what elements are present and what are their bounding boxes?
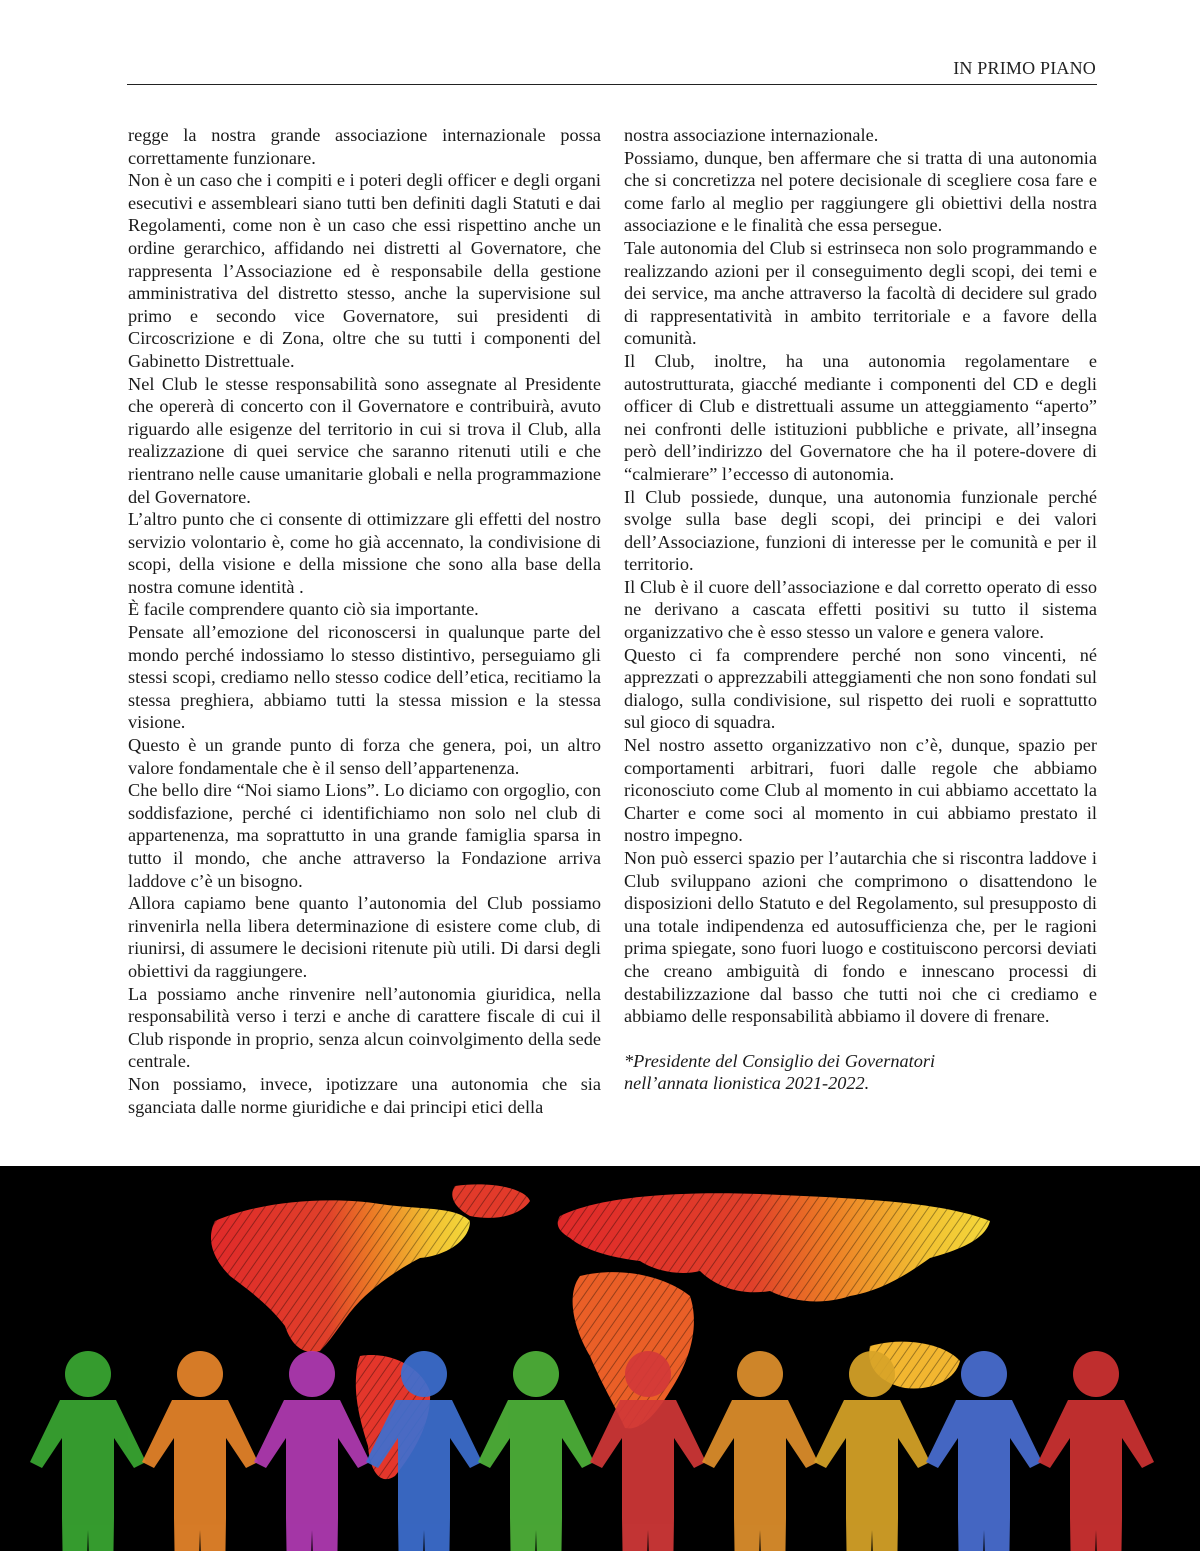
- person-head: [625, 1351, 671, 1397]
- person-figure: [1038, 1351, 1154, 1551]
- paragraph: L’altro punto che ci consente di ottimizzare gli effetti del nostro servizio volontario è, come ho già accennato, la condivisione di scopi, della visione e della missione che sono alla base della nostra comune identità .: [128, 509, 601, 597]
- right-column: [624, 124, 1097, 1095]
- paragraph: Tale autonomia del Club si estrinseca non solo programmando e realizzando azioni per il conseguimento degli scopi, dei temi e dei service, ma anche attraverso la facoltà di decidere sul grado di rappresentatività in ambito territoriale e a favore della comunità.: [624, 237, 1097, 349]
- section-label: IN PRIMO PIANO: [953, 58, 1096, 78]
- author-footnote: [624, 1050, 1097, 1095]
- world-people-illustration: [0, 1166, 1200, 1551]
- person-figure: [30, 1351, 146, 1551]
- paragraph: Questo è un grande punto di forza che genera, poi, un altro valore fondamentale che è il senso dell’appartenenza.: [128, 735, 601, 778]
- paragraph: È facile comprendere quanto ciò sia importante.: [128, 599, 479, 620]
- person-head: [961, 1351, 1007, 1397]
- person-head: [1073, 1351, 1119, 1397]
- header-rule: [127, 84, 1097, 85]
- person-head: [849, 1351, 895, 1397]
- paragraph: Pensate all’emozione del riconoscersi in qualunque parte del mondo perché indossiamo lo stesso distintivo, perseguiamo gli stessi scopi, crediamo nello stesso codice dell’etica, recitiamo la stessa preghiera, abbiamo tutti la stessa mission e la stessa visione.: [128, 622, 601, 733]
- person-head: [177, 1351, 223, 1397]
- paragraph: Il Club possiede, dunque, una autonomia funzionale perché svolge sulla base degli scopi, dei principi e dei valori dell’Associazione, funzioni di interesse per le comunità e per il territorio.: [624, 486, 1097, 575]
- person-body: [30, 1400, 146, 1551]
- paragraph: Non può esserci spazio per l’autarchia che si riscontra laddove i Club sviluppano azioni che comprimono o disattendono le disposizioni dello Statuto e del Regolamento, sul presupposto di una totale indipendenza ed autosufficienza che, per le ragioni prima spiegate, sono fuori luogo e costituiscono percorsi deviati che creano ambiguità di fondo e innescano processi di destabilizzazione dal basso che tutti noi che ci crediamo e abbiamo delle responsabilità abbiamo il dovere di frenare.: [624, 848, 1097, 1027]
- paragraph: regge la nostra grande associazione internazionale possa correttamente funzionare.: [128, 125, 601, 168]
- person-head: [401, 1351, 447, 1397]
- paragraph: Non è un caso che i compiti e i poteri degli officer e degli organi esecutivi e assembleari siano tutti ben definiti dagli Statuti e dai Regolamenti, come non è un caso che essi rispettino anche un ordine gerarchico, affidando nei distretti al Governatore, che rappresenta l’Associazione ed è responsabile della gestione amministrativa del distretto stesso, anche la supervisione sul primo e secondo vice Governatore, sui presidenti di Circoscrizione e di Zona, oltre che su tutti i componenti del Gabinetto Distrettuale.: [128, 170, 601, 371]
- paragraph: nostra associazione internazionale.: [624, 125, 879, 145]
- person-head: [289, 1351, 335, 1397]
- paragraph: Il Club, inoltre, ha una autonomia regolamentare e autostrutturata, giacché mediante i componenti del CD e degli officer di Club e distrettuali assume un atteggiamento “aperto” nei confronti delle istituzioni pubbliche e private, all’insegna però dell’indirizzo del Governatore che ha il potere-dovere di “calmierare” l’eccesso di autonomia.: [624, 350, 1097, 484]
- footnote-line: nell’annata lionistica 2021-2022.: [624, 1073, 870, 1094]
- left-column: [128, 124, 601, 1118]
- paragraph: La possiamo anche rinvenire nell’autonomia giuridica, nella responsabilità verso i terzi e anche di carattere fiscale di cui il Club risponde in proprio, senza alcun coinvolgimento della sede centrale.: [128, 983, 601, 1072]
- person-head: [65, 1351, 111, 1397]
- footnote-line: *Presidente del Consiglio dei Governatori: [624, 1050, 936, 1071]
- paragraph: Che bello dire “Noi siamo Lions”. Lo diciamo con orgoglio, con soddisfazione, perché ci identifichiamo non solo nel club di appartenenza, ma soprattutto in una grande famiglia sparsa in tutto il mondo, che anche attraverso la Fondazione arriva laddove c’è un bisogno.: [128, 780, 601, 891]
- paragraph: Nel Club le stesse responsabilità sono assegnate al Presidente che opererà di concerto con il Governatore e contribuirà, avuto riguardo alle esigenze del territorio in cui si trova il Club, alla realizzazione di quei service che saranno ritenuti utili e che rientrano nelle cause umanitarie globali e nella programmazione del Governatore.: [128, 373, 601, 507]
- paragraph: Allora capiamo bene quanto l’autonomia del Club possiamo rinvenirla nella libera determinazione di esistere come club, di riunirsi, di assumere le decisioni ritenute più utili. Di darsi degli obiettivi da raggiungere.: [128, 893, 601, 981]
- paragraph: Il Club è il cuore dell’associazione e dal corretto operato di esso ne derivano a cascata effetti positivi su tutto il sistema organizzativo che è esso stesso un valore e genera valore.: [624, 576, 1097, 643]
- person-head: [737, 1351, 783, 1397]
- paragraph: Questo ci fa comprendere perché non sono vincenti, né apprezzati o apprezzabili atteggiamenti che non sono fondati sul dialogo, sulla condivisione, sul rispetto dei ruoli e soprattutto sul gioco di squadra.: [624, 644, 1097, 733]
- paragraph: Nel nostro assetto organizzativo non c’è, dunque, spazio per comportamenti arbitrari, fuori dalle regole che abbiamo riconosciuto come Club al momento in cui abbiamo accettato la Charter e come soci al momento in cui abbiamo prestato il nostro impegno.: [624, 735, 1097, 846]
- person-head: [513, 1351, 559, 1397]
- paragraph: Possiamo, dunque, ben affermare che si tratta di una autonomia che si concretizza nel potere decisionale di scegliere cosa fare e come farlo al meglio per raggiungere gli obiettivi della nostra associazione e le finalità che essa persegue.: [624, 147, 1097, 236]
- person-body: [1038, 1400, 1154, 1551]
- paragraph: Non possiamo, invece, ipotizzare una autonomia che sia sganciata dalle norme giuridiche e dai principi etici della: [128, 1073, 601, 1117]
